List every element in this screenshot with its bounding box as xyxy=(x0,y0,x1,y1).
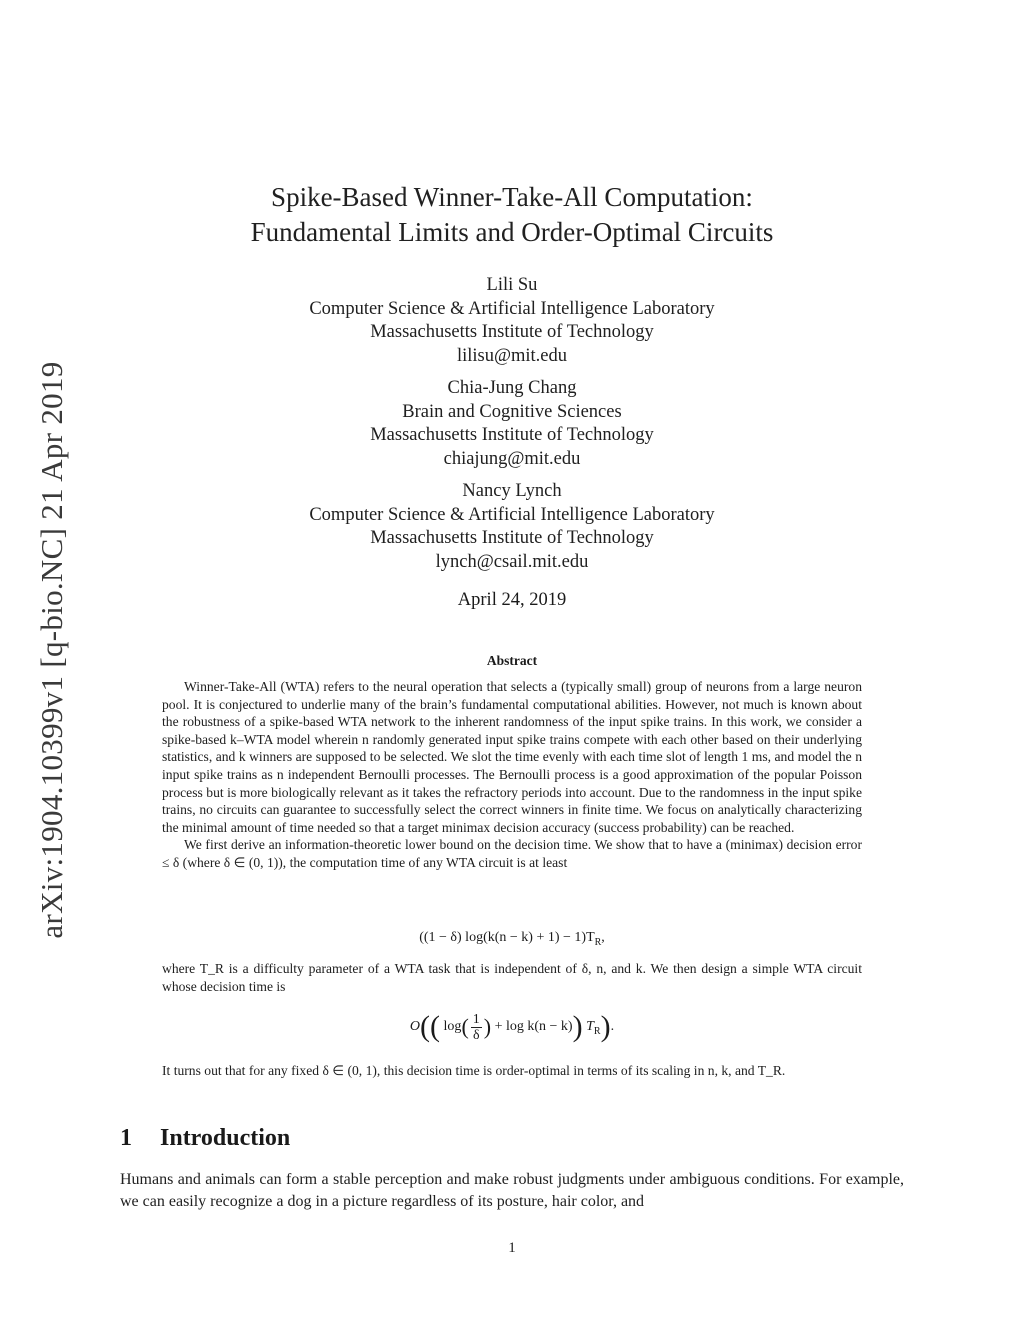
author-institution: Massachusetts Institute of Technology xyxy=(370,528,654,548)
author-name: Chia-Jung Chang xyxy=(447,378,577,398)
author-email[interactable]: lilisu@mit.edu xyxy=(456,345,568,366)
title-line-1: Spike-Based Winner-Take-All Computation: xyxy=(271,182,753,212)
publication-date: April 24, 2019 xyxy=(457,590,567,610)
equation-lower-bound: ((1 − δ) $\log(k(n - k) + 1) - 1)T_R$, xyxy=(419,930,605,948)
equation-decision-time: O(( log( $\frac{1}{\delta}$ ) + log k(n − k)) $T_R$). xyxy=(409,1010,615,1043)
paper-title xyxy=(0,180,1024,250)
abstract-paragraph-3: where T_R is a difficulty parameter of a WTA task that is independent of δ, n, and k. We then design a simple WTA circuit whose decision time is xyxy=(162,961,862,994)
title-line-2: Fundamental Limits and Order-Optimal Circuits xyxy=(250,217,774,247)
arxiv-identifier-stamp: arXiv:1904.10399v1 [q-bio.NC] 21 Apr 2019 xyxy=(34,361,69,939)
author-email[interactable]: lynch@csail.mit.edu xyxy=(435,551,589,572)
author-block-3 xyxy=(0,480,1024,574)
abstract-paragraph-4: It turns out that for any fixed δ ∈ (0, 1), this decision time is order-optimal in terms of its scaling in n, k, and T_R. xyxy=(162,1063,786,1078)
page-number: 1 xyxy=(508,1240,516,1256)
body-paragraph: Humans and animals can form a stable perception and make robust judgments under ambiguous conditions. For example, we can easily recognize a dog in a picture regardless of its posture, hair color, and xyxy=(120,1171,904,1210)
author-block-1 xyxy=(0,274,1024,368)
author-name: Nancy Lynch xyxy=(462,481,562,501)
abstract-body-continued xyxy=(162,960,862,995)
author-affiliation: Computer Science & Artificial Intelligence Laboratory xyxy=(309,504,715,525)
author-institution: Massachusetts Institute of Technology xyxy=(370,322,654,342)
author-name: Lili Su xyxy=(486,275,538,295)
section-number: 1 xyxy=(120,1125,132,1151)
abstract-paragraph-2: We first derive an information-theoretic lower bound on the decision time. We show that to have a (minimax) decision error ≤ δ (where δ ∈ (0, 1)), the computation time of any WTA circuit is at least xyxy=(162,837,862,870)
author-affiliation: Brain and Cognitive Sciences xyxy=(402,401,622,422)
fraction-one-over-delta: $\frac{1}{\delta}$ xyxy=(472,1011,480,1043)
author-affiliation: Computer Science & Artificial Intelligence Laboratory xyxy=(309,298,715,319)
author-institution: Massachusetts Institute of Technology xyxy=(370,425,654,445)
introduction-text xyxy=(120,1169,904,1212)
abstract-body xyxy=(162,678,862,872)
abstract-paragraph-1: Winner-Take-All (WTA) refers to the neural operation that selects a (typically small) group of neurons from a large neuron pool. It is conjectured to underlie many of the brain’s fundamental computational abilities. However, not much is known about the robustness of a spike-based WTA network to the inherent randomness of the input spike trains. In this work, we consider a spike-based k–WTA model wherein n randomly generated input spike trains compete with each other based on their underlying statistics, and k winners are supposed to be selected. We slot the time evenly with each time slot of length 1 ms, and model the n input spike trains as n independent Bernoulli processes. The Bernoulli process is a good approximation of the popular Poisson process but is more biologically relevant as it takes the refractory periods into account. Due to the randomness in the input spike trains, no circuits can guarantee to successfully select the correct winners in finite time. We focus on analytically characterizing the minimal amount of time needed so that a target minimax decision accuracy (success probability) can be reached. xyxy=(162,679,862,835)
section-title: Introduction xyxy=(160,1125,291,1151)
abstract-heading: Abstract xyxy=(486,653,538,668)
author-email[interactable]: chiajung@mit.edu xyxy=(443,448,581,469)
author-block-2 xyxy=(0,377,1024,471)
abstract-body-conclusion xyxy=(162,1062,862,1080)
section-heading xyxy=(120,1125,290,1152)
